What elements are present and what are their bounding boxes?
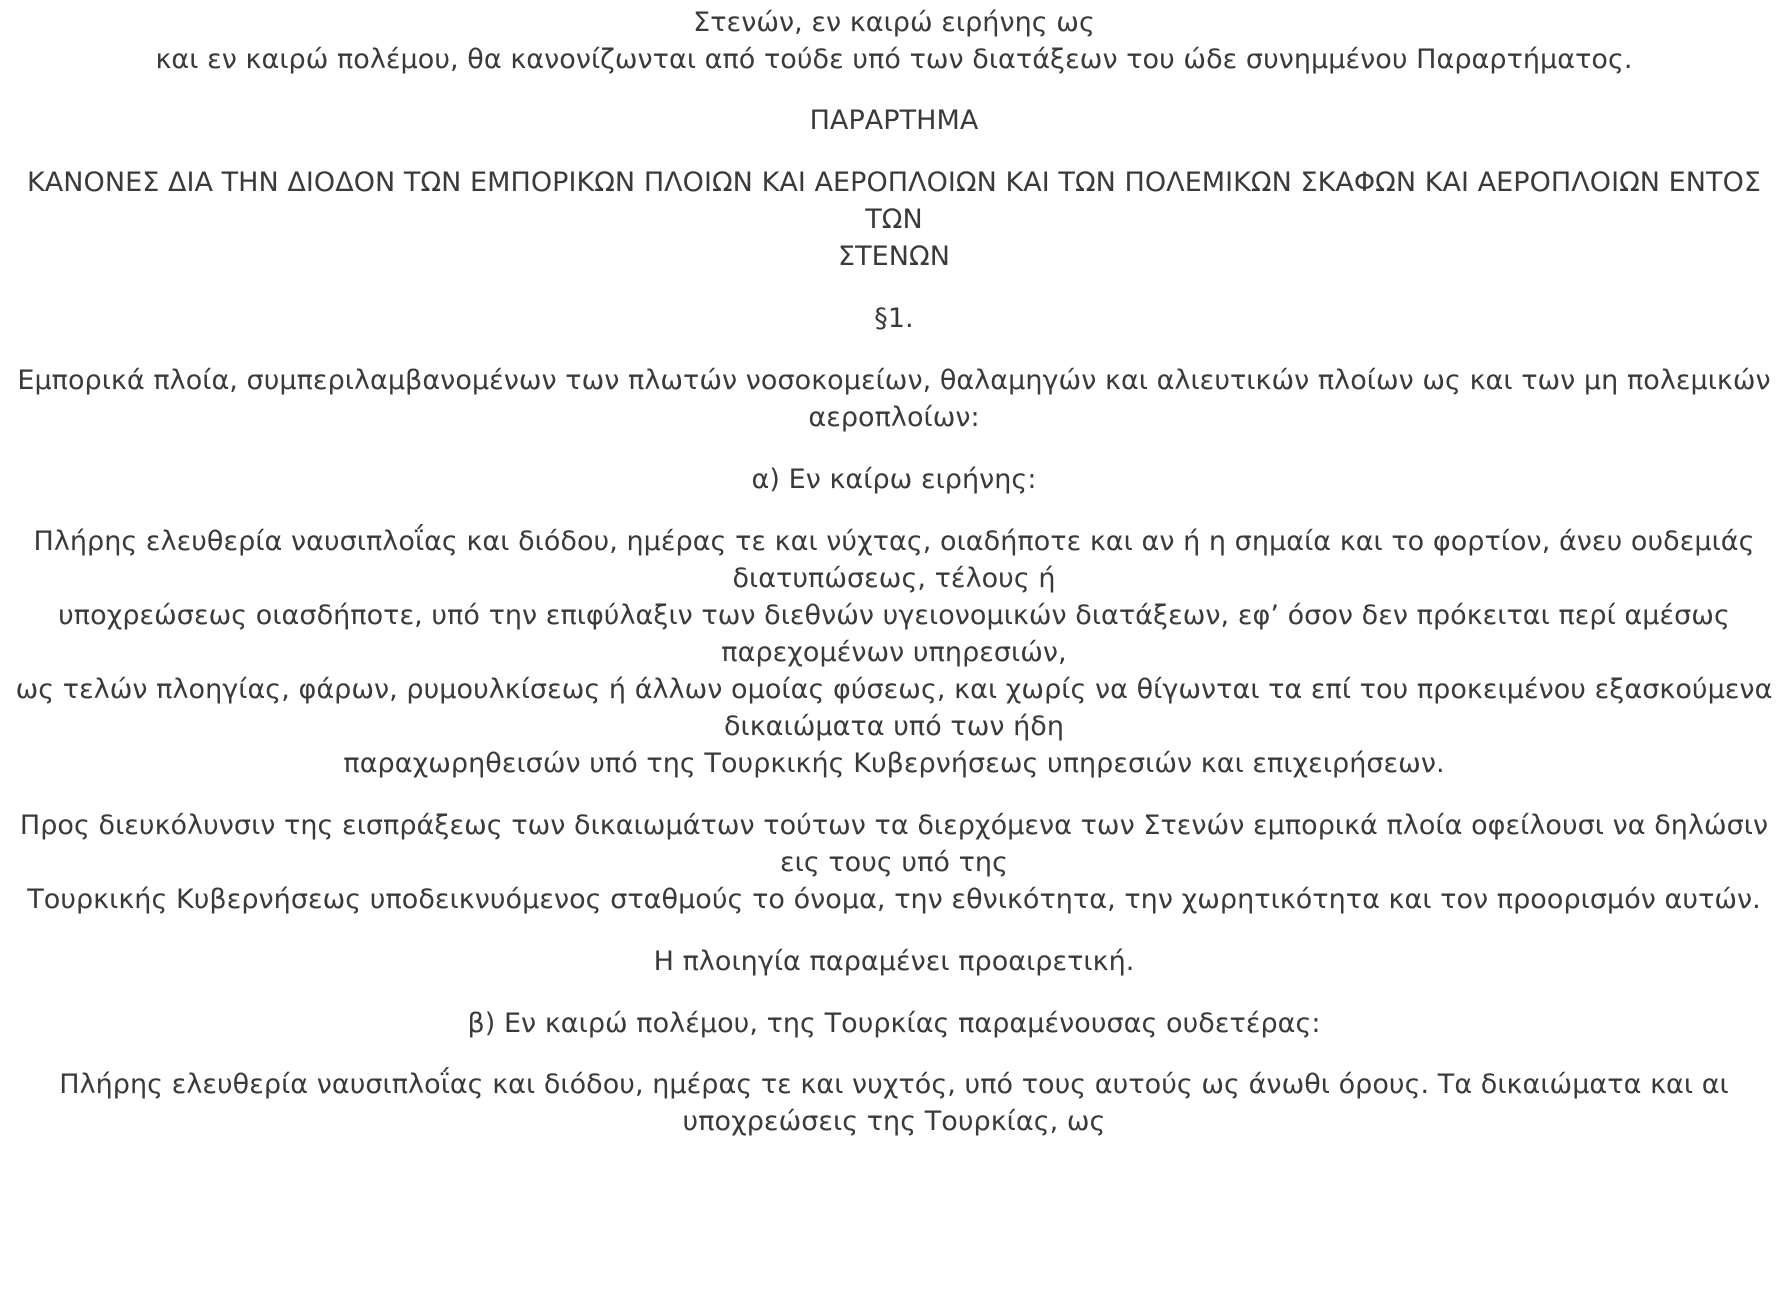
text-line: ως τελών πλοηγίας, φάρων, ρυμουλκίσεως ή άλλων ομοίας φύσεως, και χωρίς να θίγωνται τα επί του προκειμένου εξασκούμενα <box>15 674 1773 705</box>
text-line: αεροπλοίων: <box>808 402 980 433</box>
text-line: δικαιώματα υπό των ήδη <box>723 711 1065 742</box>
subsection-heading: β) Εν καιρώ πολέμου, της Τουρκίας παραμένουσας ουδετέρας: <box>467 1008 1321 1039</box>
text-line: διατυπώσεως, τέλους ή <box>732 563 1056 594</box>
subsection-heading: α) Εν καίρω ειρήνης: <box>751 464 1037 495</box>
text-line: υποχρεώσεως οιασδήποτε, υπό την επιφύλαξιν των διεθνών υγειονομικών διατάξεων, εφ’ όσον δεν πρόκειται περί αμέσως <box>58 600 1730 631</box>
text-line: Η πλοιηγία παραμένει προαιρετική. <box>653 946 1135 977</box>
text-line: παρεχομένων υπηρεσιών, <box>721 637 1067 668</box>
text-line: Εμπορικά πλοία, συμπεριλαμβανομένων των πλωτών νοσοκομείων, θαλαμηγών και αλιευτικών πλοίων ως και των μη πολεμικών <box>17 365 1771 396</box>
text-line: υποχρεώσεις της Τουρκίας, ως <box>682 1106 1106 1137</box>
text-line: παραχωρηθεισών υπό της Τουρκικής Κυβερνήσεως υπηρεσιών και επιχειρήσεων. <box>343 748 1445 779</box>
text-line: και εν καιρώ πολέμου, θα κανονίζωνται από τούδε υπό των διατάξεων του ώδε συνημμένου Παραρτήματος. <box>155 44 1633 75</box>
text-line: Πλήρης ελευθερία ναυσιπλοΐας και διόδου, ημέρας τε και νυχτός, υπό τους αυτούς ως άνωθι όρους. Τα δικαιώματα και αι <box>59 1069 1729 1100</box>
rules-title-line: ΣΤΕΝΩΝ <box>838 241 950 272</box>
text-line: Τουρκικής Κυβερνήσεως υποδεικνυόμενος σταθμούς το όνομα, την εθνικότητα, την χωρητικότητα και τον προορισμόν αυτών. <box>27 884 1761 915</box>
section-number: §1. <box>874 303 914 334</box>
text-line: Πλήρης ελευθερία ναυσιπλοΐας και διόδου, ημέρας τε και νύχτας, οιαδήποτε και αν ή η σημαία και το φορτίον, άνευ ουδεμιάς <box>33 526 1755 557</box>
text-line: εις τους υπό της <box>780 847 1008 878</box>
rules-title-line: ΤΩΝ <box>865 204 923 235</box>
text-line: Στενών, εν καιρώ ειρήνης ως <box>693 7 1095 38</box>
text-line: Προς διευκόλυνσιν της εισπράξεως των δικαιωμάτων τούτων τα διερχόμενα των Στενών εμπορικά πλοία οφείλουσι να δηλώσιν <box>19 810 1769 841</box>
rules-title-line: ΚΑΝΟΝΕΣ ΔΙΑ ΤΗΝ ΔΙΟΔΟΝ ΤΩΝ ΕΜΠΟΡΙΚΩΝ ΠΛΟΙΩΝ ΚΑΙ ΑΕΡΟΠΛΟΙΩΝ ΚΑΙ ΤΩΝ ΠΟΛΕΜΙΚΩΝ ΣΚΑΦΩΝ ΚΑΙ ΑΕΡΟΠΛΟΙΩΝ ΕΝΤΟΣ <box>27 167 1761 198</box>
appendix-heading: ΠΑΡΑΡΤΗΜΑ <box>809 105 979 136</box>
